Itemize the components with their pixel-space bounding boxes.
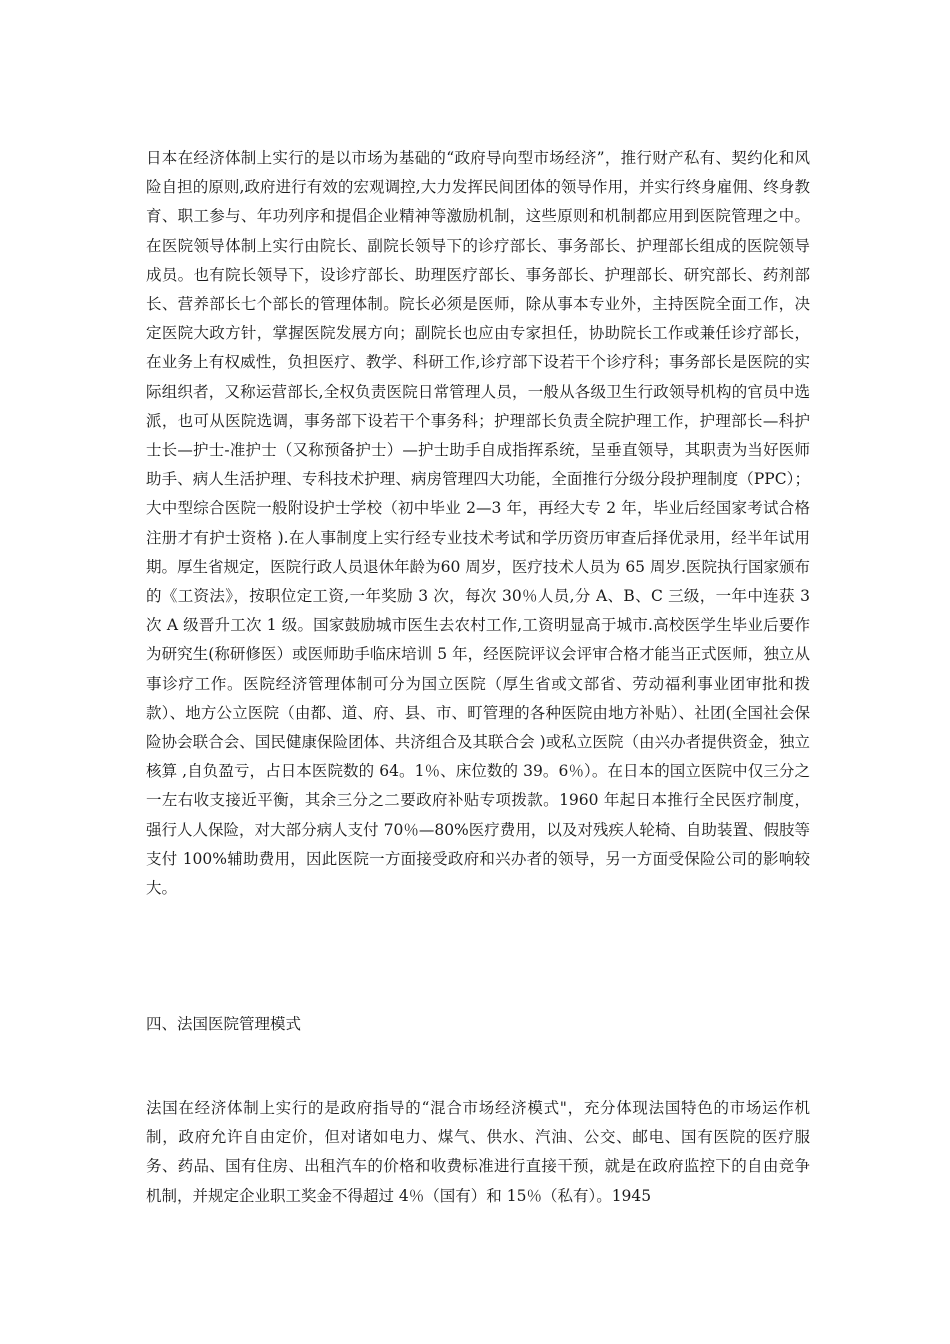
document-page	[146, 0, 810, 1344]
paragraph-france-hospital-management: 法国在经济体制上实行的是政府指导的“混合市场经济模式"，充分体现法国特色的市场运作机制，政府允许自由定价，但对诸如电力、煤气、供水、汽油、公交、邮电、国有医院的医疗服务、药品、国有住房、出租汽车的价格和收费标准进行直接干预，就是在政府监控下的自由竞争机制，并规定企业职工奖金不得超过 4％（国有）和 15％（私有）。1945	[146, 1099, 810, 1205]
section-heading-france: 四、法国医院管理模式	[146, 1015, 302, 1033]
paragraph-japan-hospital-management: 日本在经济体制上实行的是以市场为基础的“政府导向型市场经济”，推行财产私有、契约化和风险自担的原则,政府进行有效的宏观调控,大力发挥民间团体的领导作用，并实行终身雇佣、终身教育、职工参与、年功列序和提倡企业精神等激励机制，这些原则和机制都应用到医院管理之中。在医院领导体制上实行由院长、副院长领导下的诊疗部长、事务部长、护理部长组成的医院领导成员。也有院长领导下，设诊疗部长、助理医疗部长、事务部长、护理部长、研究部长、药剂部长、营养部长七个部长的管理体制。院长必须是医师，除从事本专业外，主持医院全面工作，决定医院大政方针，掌握医院发展方向；副院长也应由专家担任，协助院长工作或兼任诊疗部长，在业务上有权威性，负担医疗、教学、科研工作,诊疗部下设若干个诊疗科；事务部长是医院的实际组织者，又称运营部长,全权负责医院日常管理人员，一般从各级卫生行政领导机构的官员中选派，也可从医院选调，事务部下设若干个事务科；护理部长负责全院护理工作，护理部长—科护士长—护士-准护士（又称预备护士）—护士助手自成指挥系统，呈垂直领导，其职责为当好医师助手、病人生活护理、专科技术护理、病房管理四大功能，全面推行分级分段护理制度（PPC）；大中型综合医院一般附设护士学校（初中毕业 2—3 年，再经大专 2 年，毕业后经国家考试合格注册才有护士资格 ).在人事制度上实行经专业技术考试和学历资历审查后择优录用，经半年试用期。厚生省规定，医院行政人员退休年龄为60 周岁，医疗技术人员为 65 周岁.医院执行国家颁布的《工资法》，按职位定工资,一年奖励 3 次，每次 30％人员,分 A、B、C 三级，一年中连获 3 次 A 级晋升工次 1 级。国家鼓励城市医生去农村工作,工资明显高于城市.高校医学生毕业后要作为研究生(称研修医）或医师助手临床培训 5 年，经医院评议会评审合格才能当正式医师，独立从事诊疗工作。医院经济管理体制可分为国立医院（厚生省或文部省、劳动福利事业团审批和拨款）、地方公立医院（由都、道、府、县、市、町管理的各种医院由地方补贴）、社团(全国社会保险协会联合会、国民健康保险团体、共济组合及其联合会 )或私立医院（由兴办者提供资金，独立核算 ,自负盈亏，占日本医院数的 64。1％、床位数的 39。6％）。在日本的国立医院中仅三分之一左右收支接近平衡，其余三分之二要政府补贴专项拨款。1960 年起日本推行全民医疗制度，强行人人保险，对大部分病人支付 70％—80%医疗费用，以及对残疾人轮椅、自助装置、假肢等支付 100%辅助费用，因此医院一方面接受政府和兴办者的领导，另一方面受保险公司的影响较大。	[146, 149, 810, 898]
